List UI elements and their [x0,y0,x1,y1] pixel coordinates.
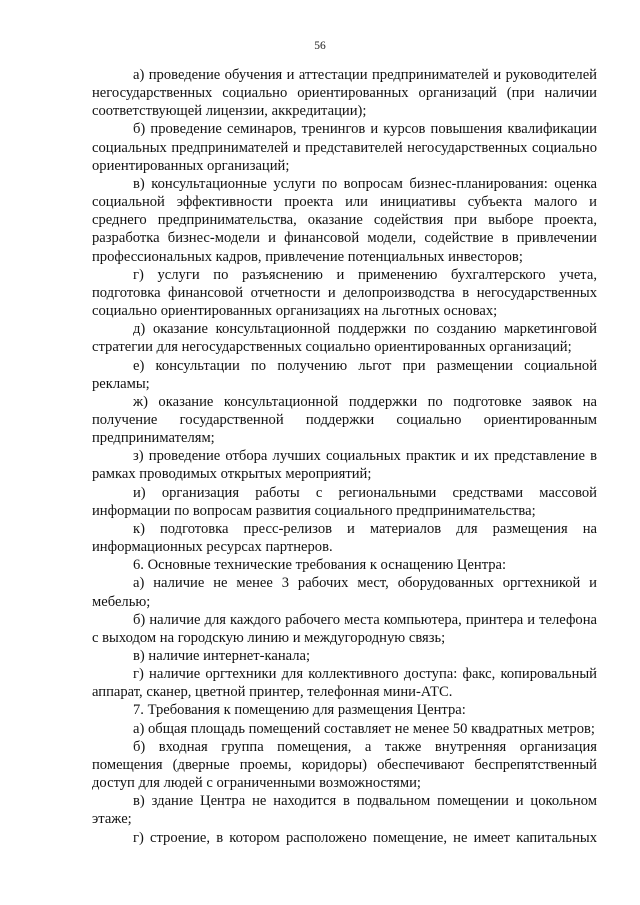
list-item-a-training: а) проведение обучения и аттестации предпринимателей и руководителей негосударственных социально ориентированных организаций (при наличии соответствующей лицензии, аккредитации); [92,67,597,120]
list-item-b-seminars: б) проведение семинаров, тренингов и курсов повышения квалификации социальных предпринимателей и представителей негосударственных социально ориентированных организаций; [92,121,597,174]
list-item-a-workplaces: а) наличие не менее 3 рабочих мест, оборудованных оргтехникой и мебелью; [92,575,597,610]
list-item-v-basement: в) здание Центра не находится в подвальном помещении и цокольном этаже; [92,793,597,828]
list-item-g-building: г) строение, в котором расположено помещение, не имеет капитальных [133,829,597,846]
list-item-z-practices: з) проведение отбора лучших социальных практик и их представление в рамках проводимых открытых мероприятий; [92,448,597,483]
list-item-g-office-equipment: г) наличие оргтехники для коллективного доступа: факс, копировальный аппарат, сканер, цветной принтер, телефонная мини-АТС. [92,666,597,701]
list-item-v-business-planning: в) консультационные услуги по вопросам бизнес-планирования: оценка социальной эффективности проекта или инициативы субъекта малого и среднего предпринимательства, оказание содействия при выборе проекта, разработка бизнес-модели и финансовой модели, содействие в привлечении профессиональных кадров, привлечение потенциальных инвесторов; [92,175,597,265]
list-item-v-internet: в) наличие интернет-канала; [133,648,311,664]
section-6-heading: 6. Основные технические требования к оснащению Центра: [133,557,507,574]
page-number: 56 [314,40,326,52]
list-item-e-advertising: е) консультации по получению льгот при размещении социальной рекламы; [92,357,597,392]
list-item-k-press: к) подготовка пресс-релизов и материалов для размещения на информационных ресурсах партнеров. [92,520,597,556]
list-item-g-accounting: г) услуги по разъяснению и применению бухгалтерского учета, подготовка финансовой отчетности и делопроизводства в негосударственных социально ориентированных организациях на льготных основах; [92,266,597,320]
list-item-d-marketing: д) оказание консультационной поддержки по созданию маркетинговой стратегии для негосударственных социально ориентированных организаций; [92,321,597,356]
section-7-heading: 7. Требования к помещению для размещения Центра: [133,702,466,719]
list-item-i-media: и) организация работы с региональными средствами массовой информации по вопросам развития социального предпринимательства; [92,484,597,519]
list-item-a-area: а) общая площадь помещений составляет не менее 50 квадратных метров; [133,720,595,737]
list-item-zh-applications: ж) оказание консультационной поддержки по подготовке заявок на получение государственной поддержки социально ориентированным предпринимателям; [92,393,597,447]
list-item-b-equipment: б) наличие для каждого рабочего места компьютера, принтера и телефона с выходом на городскую линию и междугородную связь; [92,611,597,646]
list-item-b-accessibility: б) входная группа помещения, а также внутренняя организация помещения (дверные проемы, коридоры) обеспечивают беспрепятственный доступ для людей с ограниченными возможностями; [92,738,597,792]
document-body [92,66,597,847]
